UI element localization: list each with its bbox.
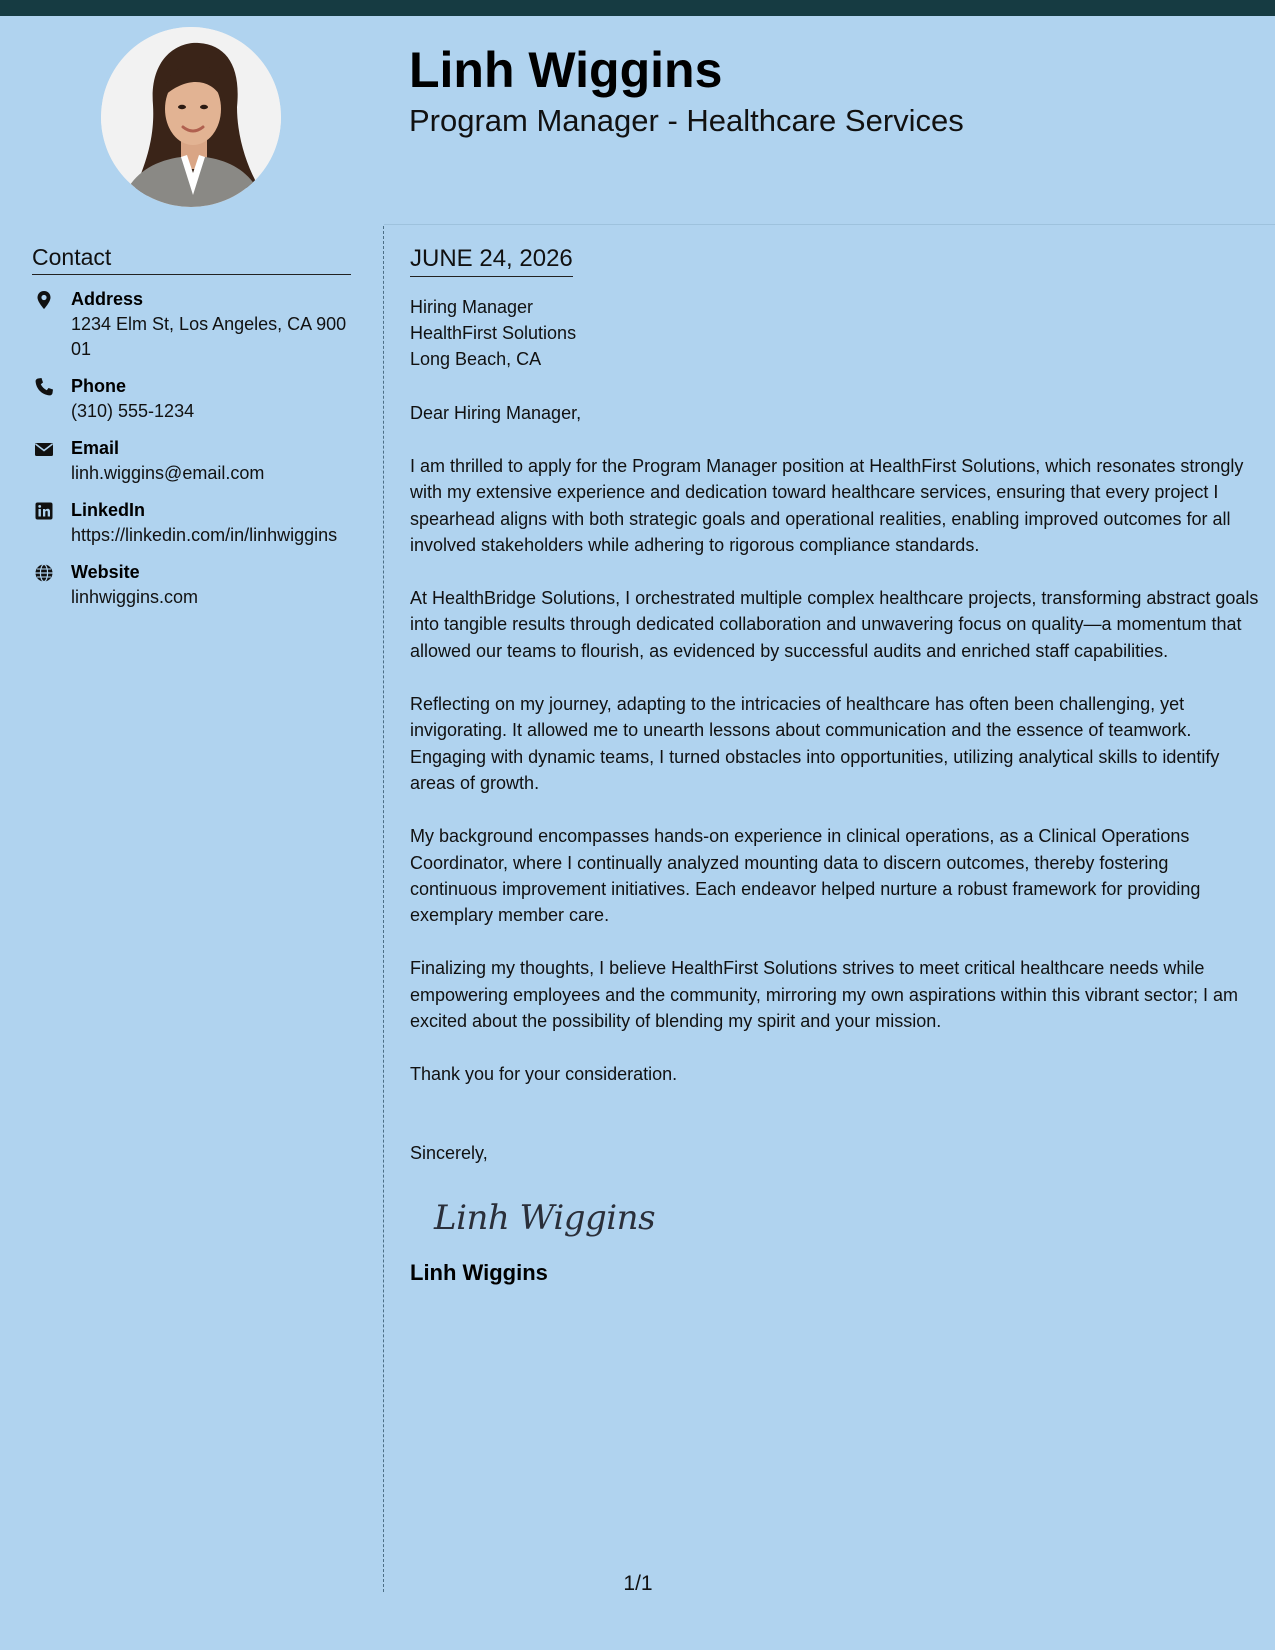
recipient-company: HealthFirst Solutions	[410, 323, 577, 343]
header-divider	[384, 224, 1275, 225]
paragraph: Finalizing my thoughts, I believe HealthFirst Solutions strives to meet critical healthcare needs while empowering employees and the community, mirroring my own aspirations within this vibrant sector; I am excited about the possibility of blending my spirit and your mission.	[410, 958, 1238, 1032]
contact-item-website	[32, 560, 351, 610]
contact-item-phone	[32, 374, 351, 424]
recipient-location: Long Beach, CA	[410, 349, 542, 369]
contact-item-address	[32, 287, 351, 362]
applicant-name: Linh Wiggins	[409, 42, 723, 98]
contact-heading: Contact	[32, 242, 351, 275]
paragraph: Thank you for your consideration.	[410, 1064, 678, 1085]
signature: Linh Wiggins	[434, 1197, 656, 1238]
paragraph: At HealthBridge Solutions, I orchestrated multiple complex healthcare projects, transforming abstract goals into tangible results through dedicated collaboration and unwavering focus on quality—a momentum that allowed our teams to flourish, as evidenced by successful audits and enriched staff capabilities.	[410, 588, 1259, 661]
contact-item-linkedin	[32, 498, 351, 548]
top-bar	[0, 0, 1275, 16]
recipient-block	[410, 294, 1260, 372]
paragraph: I am thrilled to apply for the Program Manager position at HealthFirst Solutions, which resonates strongly with my extensive experience and dedication toward healthcare services, ensuring that every project I spearhead aligns with both strategic goals and operational realities, enabling improved outcomes for all involved stakeholders while adhering to rigorous compliance standards.	[410, 456, 1244, 555]
contact-label: Address	[71, 289, 144, 309]
letter-date: JUNE 24, 2026	[410, 244, 573, 277]
map-pin-icon	[34, 290, 54, 310]
phone-icon	[34, 377, 54, 397]
contact-label: Email	[71, 438, 120, 458]
envelope-icon	[34, 439, 54, 459]
linkedin-icon	[34, 501, 54, 521]
website-value[interactable]: linhwiggins.com	[71, 587, 199, 607]
paragraph: My background encompasses hands-on experience in clinical operations, as a Clinical Operations Coordinator, where I continually analyzed mounting data to discern outcomes, thereby fostering continuous improvement initiatives. Each endeavor helped nurture a robust framework for providing exemplary member care.	[410, 826, 1201, 926]
contact-label: Website	[71, 562, 140, 582]
signed-name: Linh Wiggins	[410, 1259, 548, 1285]
profile-photo	[101, 27, 281, 207]
salutation: Dear Hiring Manager,	[410, 403, 582, 423]
contact-item-email	[32, 436, 351, 486]
sidebar	[32, 242, 351, 622]
globe-icon	[34, 563, 54, 583]
address-value: 1234 Elm St, Los Angeles, CA 90001	[71, 314, 347, 359]
applicant-title: Program Manager - Healthcare Services	[409, 103, 964, 138]
column-divider	[383, 226, 384, 1592]
paragraph: Reflecting on my journey, adapting to the intricacies of healthcare has often been challenging, yet invigorating. It allowed me to unearth lessons about communication and the essence of teamwork. Engaging with dynamic teams, I turned obstacles into opportunities, utilizing analytical skills to identify areas of growth.	[410, 694, 1220, 793]
contact-list	[32, 287, 351, 610]
email-value[interactable]: linh.wiggins@email.com	[71, 463, 265, 483]
contact-label: LinkedIn	[71, 500, 146, 520]
linkedin-value[interactable]: https://linkedin.com/in/linhwiggins	[71, 525, 338, 545]
recipient-name: Hiring Manager	[410, 297, 534, 317]
letter-body	[410, 244, 1260, 1288]
closing: Sincerely,	[410, 1142, 488, 1163]
page-indicator: 1/1	[623, 1572, 653, 1595]
contact-label: Phone	[71, 376, 127, 396]
phone-value[interactable]: (310) 555-1234	[71, 401, 195, 421]
